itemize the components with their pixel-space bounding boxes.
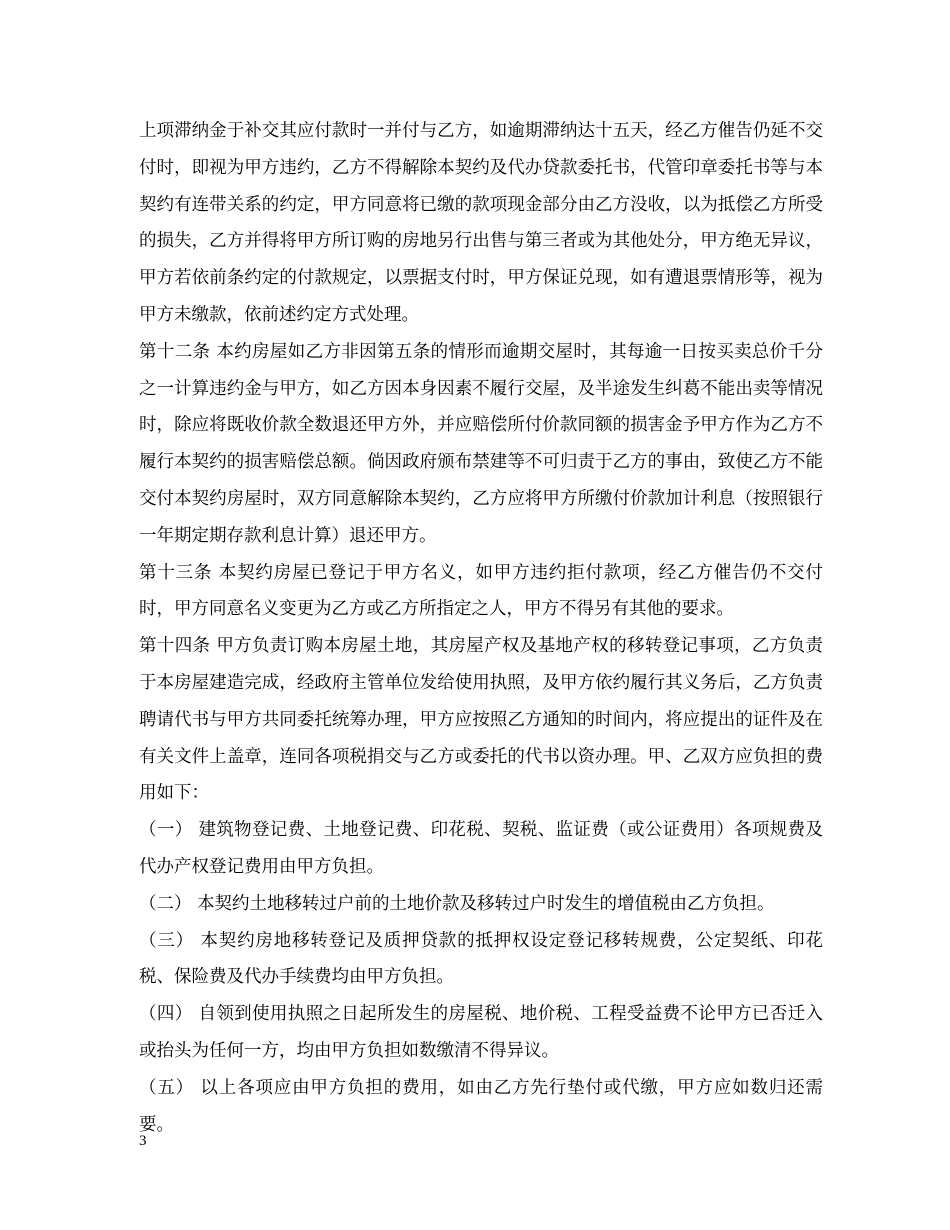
fee-item-2: （二） 本契约土地移转过户前的土地价款及移转过户时发生的增值税由乙方负担。 <box>139 893 775 914</box>
fee-item-4: （四） 自领到使用执照之日起所发生的房屋税、地价税、工程受益费不论甲方已否迁入或抬头为任何一方，均由甲方负担如数缴清不得异议。 <box>139 1004 823 1061</box>
fee-item-3: （三） 本契约房地移转登记及质押贷款的抵押权设定登记移转规费，公定契纸、印花税、保险费及代办手续费均由甲方负担。 <box>139 930 823 988</box>
document-body <box>139 113 823 1143</box>
paragraph-late-payment: 上项滞纳金于补交其应付款时一并付与乙方，如逾期滞纳达十五天，经乙方催告仍延不交付时，即视为甲方违约，乙方不得解除本契约及代办贷款委托书，代管印章委托书等与本契约有连带关系的约定，甲方同意将已缴的款项现金部分由乙方没收，以为抵偿乙方所受的损失，乙方并得将甲方所订购的房地另行出售与第三者或为其他处分，甲方绝无异议，甲方若依前条约定的付款规定，以票据支付时，甲方保证兑现，如有遭退票情形等，视为甲方未缴款，依前述约定方式处理。 <box>139 121 823 325</box>
paragraph-article-13: 第十三条 本契约房屋已登记于甲方名义，如甲方违约拒付款项，经乙方催告仍不交付时，甲方同意名义变更为乙方或乙方所指定之人，甲方不得另有其他的要求。 <box>139 562 823 620</box>
fee-item-1: （一） 建筑物登记费、土地登记费、印花税、契税、监证费（或公证费用）各项规费及代办产权登记费用由甲方负担。 <box>139 820 823 877</box>
fee-item-5: （五） 以上各项应由甲方负担的费用，如由乙方先行垫付或代缴，甲方应如数归还需要。 <box>139 1077 823 1135</box>
page-number: 3 <box>139 1133 147 1149</box>
paragraph-article-12: 第十二条 本约房屋如乙方非因第五条的情形而逾期交屋时，其每逾一日按买卖总价千分之一计算违约金与甲方，如乙方因本身因素不履行交屋，及半途发生纠葛不能出卖等情况时，除应将既收价款全数退还甲方外，并应赔偿所付价款同额的损害金予甲方作为乙方不履行本契约的损害赔偿总额。倘因政府颁布禁建等不可归责于乙方的事由，致使乙方不能交付本契约房屋时，双方同意解除本契约，乙方应将甲方所缴付价款加计利息（按照银行一年期定期存款利息计算）退还甲方。 <box>139 341 823 546</box>
paragraph-article-14: 第十四条 甲方负责订购本房屋土地，其房屋产权及基地产权的移转登记事项，乙方负责于本房屋建造完成，经政府主管单位发给使用执照，及甲方依约履行其义务后，乙方负责聘请代书与甲方共同委托统筹办理，甲方应按照乙方通知的时间内，将应提出的证件及在有关文件上盖章，连同各项税捐交与乙方或委托的代书以资办理。甲、乙双方应负担的费用如下： <box>139 636 823 804</box>
